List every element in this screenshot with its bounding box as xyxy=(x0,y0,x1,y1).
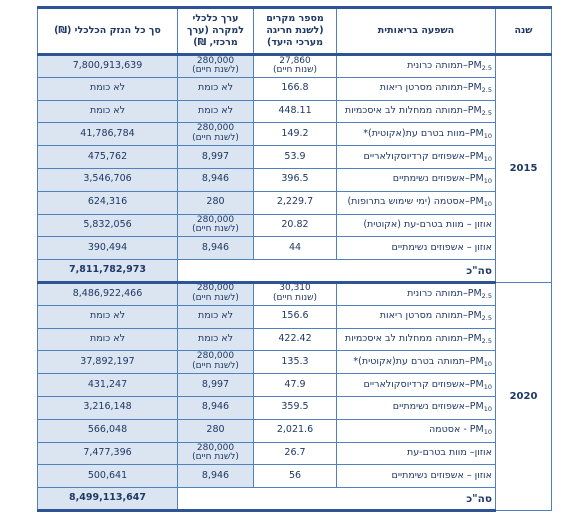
total-label: סה"כ xyxy=(178,260,496,283)
pollutant-label: PM xyxy=(469,401,484,413)
cell-line: 280,000 xyxy=(196,442,235,453)
pollutant-subscript: 10 xyxy=(483,359,492,368)
cell-line: (לשנת חיים) xyxy=(192,65,239,76)
table-row xyxy=(38,100,552,123)
impact-text: –תמותה ממחלות לב איסכמיות xyxy=(344,105,468,117)
unit-value-cell xyxy=(178,168,254,191)
impact-text: –אשפוזים נשימתיים xyxy=(392,401,470,413)
total-cost-cell: 37,892,197 xyxy=(38,351,178,374)
cell-line: 8,946 xyxy=(201,469,230,481)
unit-value-cell xyxy=(178,55,254,78)
pollutant-label: PM xyxy=(469,173,484,185)
pollutant-label: PM xyxy=(467,287,482,299)
cell-line: 149.2 xyxy=(281,127,309,139)
cell-line: 2,229.7 xyxy=(276,196,314,208)
cell-line: 26.7 xyxy=(284,446,306,458)
impact-cell xyxy=(337,374,496,397)
cell-line: 30,310 xyxy=(279,283,311,294)
cases-cell xyxy=(254,328,337,351)
cell-line: (לשנת חיים) xyxy=(192,361,239,372)
cases-cell xyxy=(254,168,337,191)
table-row xyxy=(38,146,552,169)
cell-line: 2,021.6 xyxy=(276,424,314,436)
cell-line: 448.11 xyxy=(278,105,312,117)
impact-text: –אשפוזים נשימתיים xyxy=(392,173,470,185)
total-cost-cell: לא כומת xyxy=(38,328,178,351)
pollutant-label: PM xyxy=(467,310,482,322)
impact-cell xyxy=(337,146,496,169)
impact-cell xyxy=(337,237,496,260)
unit-value-cell xyxy=(178,214,254,237)
cell-line: 135.3 xyxy=(281,355,309,367)
unit-value-cell xyxy=(178,419,254,442)
total-value: 7,811,782,973 xyxy=(38,260,178,283)
total-cost-cell: 500,641 xyxy=(38,465,178,488)
table-row xyxy=(38,305,552,328)
impact-cell xyxy=(337,77,496,100)
impact-text: - אסטמה xyxy=(428,424,470,436)
total-cost-cell: 7,477,396 xyxy=(38,442,178,465)
impact-cell xyxy=(337,396,496,419)
table-row xyxy=(38,55,552,78)
pollutant-label: PM xyxy=(467,105,482,117)
cell-line: 53.9 xyxy=(284,150,306,162)
unit-value-cell xyxy=(178,351,254,374)
table-row xyxy=(38,191,552,214)
cell-line: 280,000 xyxy=(196,214,235,225)
total-cost-cell: 5,832,056 xyxy=(38,214,178,237)
total-row xyxy=(38,260,552,283)
cases-cell xyxy=(254,191,337,214)
cell-line: 44 xyxy=(288,241,302,253)
cases-cell xyxy=(254,419,337,442)
impact-text: –אשפוזים קרדיוסקולאריים xyxy=(363,150,470,162)
cell-line: 280 xyxy=(206,196,225,208)
table-row xyxy=(38,351,552,374)
total-cost-cell: לא כומת xyxy=(38,305,178,328)
cell-line: 8,946 xyxy=(201,401,230,413)
economic-damage-table xyxy=(37,6,552,512)
header-cases: מספר מקרים (לשנת חריגה מערכי היעד) xyxy=(254,8,337,55)
unit-value-cell xyxy=(178,442,254,465)
cases-cell xyxy=(254,374,337,397)
total-cost-cell: 3,216,148 xyxy=(38,396,178,419)
impact-text: –תמותה ממחלות לב איסכמיות xyxy=(344,333,468,344)
impact-cell xyxy=(337,214,496,237)
cell-line: (שנות חיים) xyxy=(272,293,318,304)
pollutant-subscript: 10 xyxy=(483,200,492,209)
impact-text: –אשפוזים קרדיוסקולאריים xyxy=(363,378,470,390)
cell-line: 280,000 xyxy=(196,351,235,362)
total-cost-cell: לא כומת xyxy=(38,77,178,100)
total-cost-cell: 8,486,922,466 xyxy=(38,282,178,305)
pollutant-subscript: 10 xyxy=(483,131,492,140)
unit-value-cell xyxy=(178,374,254,397)
unit-value-cell xyxy=(178,123,254,146)
impact-text: אוזון– מוות בטרם-עת xyxy=(406,446,492,458)
impact-cell xyxy=(337,191,496,214)
table-row xyxy=(38,374,552,397)
cell-line: לא כומת xyxy=(197,310,234,322)
impact-text: –תמותה מסרטן ריאות xyxy=(379,310,468,322)
table-row xyxy=(38,419,552,442)
pollutant-subscript: 2.5 xyxy=(481,109,492,118)
pollutant-label: PM xyxy=(469,355,484,367)
pollutant-subscript: 2.5 xyxy=(481,337,492,345)
pollutant-label: PM xyxy=(469,424,484,436)
impact-cell xyxy=(337,55,496,78)
unit-value-cell xyxy=(178,396,254,419)
total-cost-cell: לא כומת xyxy=(38,100,178,123)
document-page xyxy=(37,6,551,512)
pollutant-subscript: 10 xyxy=(483,177,492,186)
impact-cell xyxy=(337,168,496,191)
total-cost-cell: 475,762 xyxy=(38,146,178,169)
cases-cell xyxy=(254,282,337,305)
unit-value-cell xyxy=(178,282,254,305)
table-row xyxy=(38,396,552,419)
impact-text: אוזון – אשפוזים נשימתיים xyxy=(391,241,492,253)
cell-line: (שנות חיים) xyxy=(272,65,318,76)
total-cost-cell: 3,546,706 xyxy=(38,168,178,191)
cases-cell xyxy=(254,77,337,100)
cell-line: 8,946 xyxy=(201,241,230,253)
cases-cell xyxy=(254,214,337,237)
cases-cell xyxy=(254,442,337,465)
table-row xyxy=(38,442,552,465)
impact-cell xyxy=(337,282,496,305)
total-cost-cell: 7,800,913,639 xyxy=(38,55,178,78)
pollutant-label: PM xyxy=(469,150,484,162)
cell-line: 280,000 xyxy=(196,123,235,134)
pollutant-label: PM xyxy=(467,333,482,344)
impact-cell xyxy=(337,465,496,488)
cell-line: 422.42 xyxy=(278,333,312,344)
cell-line: 20.82 xyxy=(281,219,309,231)
table-row xyxy=(38,168,552,191)
header-year: שנה xyxy=(496,8,552,55)
unit-value-cell xyxy=(178,77,254,100)
impact-cell xyxy=(337,442,496,465)
total-cost-cell: 624,316 xyxy=(38,191,178,214)
unit-value-cell xyxy=(178,328,254,351)
cell-line: 280 xyxy=(206,424,225,436)
cell-line: (לשנת חיים) xyxy=(192,452,239,463)
pollutant-label: PM xyxy=(469,378,484,390)
cell-line: (לשנת חיים) xyxy=(192,133,239,144)
impact-cell xyxy=(337,100,496,123)
cell-line: 8,997 xyxy=(201,378,230,390)
pollutant-subscript: 10 xyxy=(483,428,492,437)
table-row xyxy=(38,282,552,305)
pollutant-label: PM xyxy=(469,196,484,208)
table-row xyxy=(38,123,552,146)
pollutant-subscript: 10 xyxy=(483,154,492,163)
total-cost-cell: 390,494 xyxy=(38,237,178,260)
cases-cell xyxy=(254,100,337,123)
cases-cell xyxy=(254,396,337,419)
impact-text: –תמותה מסרטן ריאות xyxy=(379,82,468,94)
impact-cell xyxy=(337,351,496,374)
cell-line: 27,860 xyxy=(279,55,311,66)
impact-text: –תמותה כרונית xyxy=(407,287,468,299)
unit-value-cell xyxy=(178,465,254,488)
unit-value-cell xyxy=(178,100,254,123)
cell-line: 156.6 xyxy=(281,310,309,322)
impact-cell xyxy=(337,328,496,351)
cell-line: (לשנת חיים) xyxy=(192,224,239,235)
total-cost-cell: 431,247 xyxy=(38,374,178,397)
table-row xyxy=(38,214,552,237)
impact-text: –מוות בטרם עת(אקוטית)* xyxy=(363,127,470,139)
cell-line: 396.5 xyxy=(281,173,309,185)
cases-cell xyxy=(254,146,337,169)
year-cell: 2020 xyxy=(496,282,552,510)
table-row xyxy=(38,465,552,488)
total-row xyxy=(38,488,552,511)
table-row xyxy=(38,328,552,351)
unit-value-cell xyxy=(178,146,254,169)
cell-line: לא כומת xyxy=(197,333,234,344)
cases-cell xyxy=(254,465,337,488)
cell-line: 280,000 xyxy=(196,55,235,66)
cell-line: (לשנת חיים) xyxy=(192,293,239,304)
impact-text: –תמותה כרונית xyxy=(407,59,468,71)
impact-text: –אסטמה (ימי שימוש בתרופות) xyxy=(347,196,470,208)
cell-line: 8,997 xyxy=(201,150,230,162)
table-row xyxy=(38,77,552,100)
header-unit-value: ערך כלכלי למקרה (ערך מרכזי, ₪) xyxy=(178,8,254,55)
cell-line: 47.9 xyxy=(284,378,306,390)
pollutant-subscript: 10 xyxy=(483,382,492,391)
cases-cell xyxy=(254,305,337,328)
cell-line: 8,946 xyxy=(201,173,230,185)
total-cost-cell: 41,786,784 xyxy=(38,123,178,146)
header-row xyxy=(38,8,552,55)
table-row xyxy=(38,237,552,260)
impact-text: אוזון – אשפוזים נשימתיים xyxy=(391,469,492,481)
table-body xyxy=(38,55,552,511)
total-label: סה"כ xyxy=(178,488,496,511)
cell-line: לא כומת xyxy=(197,82,234,94)
unit-value-cell xyxy=(178,305,254,328)
pollutant-subscript: 2.5 xyxy=(481,86,492,95)
cases-cell xyxy=(254,237,337,260)
pollutant-label: PM xyxy=(469,127,484,139)
pollutant-label: PM xyxy=(467,82,482,94)
impact-cell xyxy=(337,419,496,442)
cell-line: 280,000 xyxy=(196,283,235,294)
impact-text: –תמותה בטרם עת(אקוטית)* xyxy=(353,355,470,367)
impact-cell xyxy=(337,305,496,328)
total-value: 8,499,113,647 xyxy=(38,488,178,511)
pollutant-subscript: 10 xyxy=(483,405,492,414)
total-cost-cell: 566,048 xyxy=(38,419,178,442)
cases-cell xyxy=(254,55,337,78)
cell-line: 56 xyxy=(288,469,302,481)
cell-line: 166.8 xyxy=(281,82,309,94)
cell-line: 359.5 xyxy=(281,401,309,413)
unit-value-cell xyxy=(178,191,254,214)
pollutant-subscript: 2.5 xyxy=(481,291,492,300)
cases-cell xyxy=(254,123,337,146)
cases-cell xyxy=(254,351,337,374)
pollutant-subscript: 2.5 xyxy=(481,314,492,323)
header-total-cost: סך כל הנזק הכלכלי (₪) xyxy=(38,8,178,55)
pollutant-subscript: 2.5 xyxy=(481,63,492,72)
header-health-impact: השפעה בריאותית xyxy=(337,8,496,55)
pollutant-label: PM xyxy=(467,59,482,71)
unit-value-cell xyxy=(178,237,254,260)
impact-text: אוזון – מוות בטרם-עת (אקוטית) xyxy=(363,219,492,231)
impact-cell xyxy=(337,123,496,146)
year-cell: 2015 xyxy=(496,55,552,283)
cell-line: לא כומת xyxy=(197,105,234,117)
